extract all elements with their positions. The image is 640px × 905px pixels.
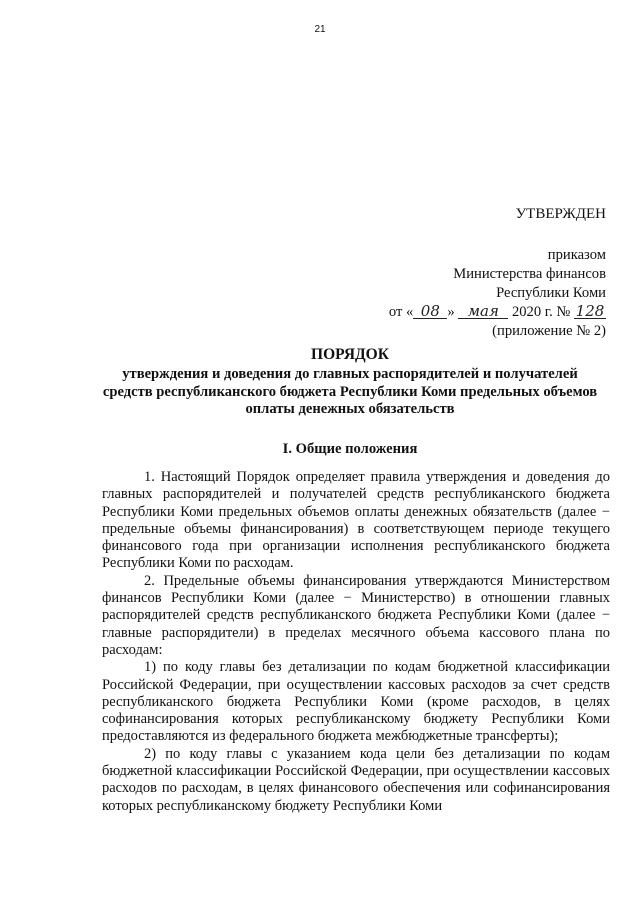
paragraph-2: 2. Предельные объемы финансирования утверждаются Министерством финансов Республики Коми (далее − Министерство) в отношении главных распорядителей средств республиканского бюджета Республики Коми (далее − главные распорядители) в пределах месячного объема кассового плана по расходам:	[102, 572, 610, 658]
approval-block	[389, 206, 606, 341]
document-body	[102, 469, 610, 815]
date-prefix: от «	[388, 304, 414, 320]
appendix-label: (приложение № 2)	[492, 323, 606, 339]
document-subtitle: утверждения и доведения до главных распорядителей и получателей средств республиканского бюджета Республики Коми предельных объемов оплаты денежных обязательств	[102, 366, 598, 417]
document-title: ПОРЯДОК	[311, 346, 389, 363]
date-year: 2020 г. №	[511, 304, 571, 320]
paragraph-2-2: 2) по коду главы с указанием кода цели без детализации по кодам бюджетной классификации Российской Федерации, при осуществлении кассовых расходов по расходам, в целях финансового обеспечения или софинансирования которых республиканскому бюджету Республики Коми	[102, 745, 610, 814]
approval-line-order: приказом	[547, 247, 606, 263]
handwritten-order-number: 128	[575, 302, 605, 320]
section-title: I. Общие положения	[282, 441, 418, 457]
handwritten-day: 08	[413, 304, 447, 319]
date-quote-close: »	[447, 304, 455, 320]
approval-title: УТВЕРЖДЕН	[515, 206, 606, 222]
approval-date-line	[389, 303, 606, 322]
handwritten-month: мая	[458, 304, 508, 319]
paragraph-2-1: 1) по коду главы без детализации по кодам бюджетной классификации Российской Федерации, при осуществлении кассовых расходов за счет средств республиканского бюджета Республики Коми (кроме расходов, в целях софинансирования которых республиканскому бюджету Республики Коми предоставляются из федерального бюджета межбюджетные трансферты);	[102, 659, 610, 745]
approval-line-republic: Республики Коми	[496, 285, 606, 301]
paragraph-1: 1. Настоящий Порядок определяет правила утверждения и доведения до главных распорядителей и получателей средств республиканского бюджета Республики Коми предельных объемов оплаты денежных обязательств (далее − предельные объемы финансирования) в соответствующем периоде текущего финансового года при организации исполнения республиканского бюджета Республики Коми по расходам.	[102, 469, 610, 572]
page-number: 21	[314, 24, 326, 35]
approval-line-ministry: Министерства финансов	[453, 266, 606, 282]
